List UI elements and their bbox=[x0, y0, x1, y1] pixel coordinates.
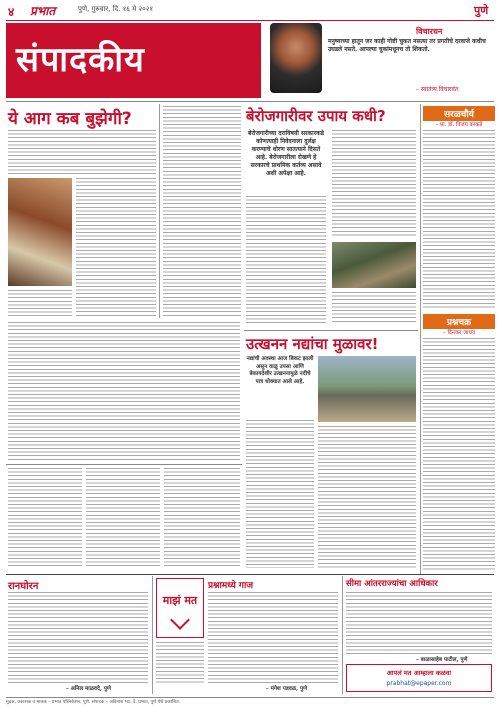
lead-body-top bbox=[8, 130, 156, 174]
letter1-sign: – अनिल माळवदे, पुणे bbox=[66, 686, 111, 692]
lower-left-body-a bbox=[8, 468, 82, 568]
unemployment-article bbox=[244, 104, 418, 328]
lower-left-block bbox=[6, 466, 242, 570]
contact-email[interactable]: prabhat@epaper.com bbox=[386, 680, 452, 687]
rivers-body-a bbox=[246, 420, 314, 568]
masthead bbox=[0, 0, 500, 112]
thinker-portrait bbox=[270, 23, 322, 93]
lead-body-left bbox=[76, 178, 156, 318]
footer-imprint: मुद्रक, प्रकाशक व मालक – प्रभात पब्लिकेशन, पुणे. संपादक – अविनाश भट. दै. प्रभात, पुणे येथे प्रकाशित. bbox=[6, 700, 181, 705]
thought-quote: मनुष्याच्या हातून जर काही गोष्टी चुकत नसत्या तर प्रगतीचे दरवाजे कधीच उघडले नसते. आपल्या चुकांमधूनच तो शिकतो. bbox=[328, 38, 486, 53]
lead-title: ये आग कब बुझेगी? bbox=[8, 109, 132, 129]
top-rule bbox=[6, 20, 494, 21]
lead-body-lower bbox=[8, 290, 72, 318]
rivers-photo bbox=[318, 356, 416, 422]
sidebar-top-body bbox=[423, 130, 495, 308]
section-title: संपादकीय bbox=[16, 40, 145, 80]
city-label: पुणे bbox=[474, 4, 489, 17]
letter2-sign: – मंगेश पडवळ, पुणे bbox=[266, 686, 308, 692]
issue-date: पुणे, गुरुवार, दि. १६ मे २०२१ bbox=[78, 5, 154, 13]
sidebar-mid-body bbox=[423, 338, 495, 570]
contact-line: आपलं मत आम्हाला कळवा bbox=[386, 669, 452, 677]
unemployment-body-a bbox=[246, 196, 326, 324]
unemployment-deck: बेरोजगारीच्या दराविषयी सरकारकडे कोणत्याही निवेदनाला दुर्लक्ष करण्याचे धोरण सातत्याने दिसते आहे. बेरोजगारीला रोखणे हे सरकारचे प्राथमिक कर्तव्य असावे अशी अपेक्षा आहे. bbox=[248, 130, 324, 177]
thought-name: विचारधन bbox=[416, 27, 443, 36]
letter3-body bbox=[346, 592, 492, 654]
letter3-title: सीमा आंतरराज्यांचा आधिकार bbox=[346, 579, 438, 589]
sidebar bbox=[423, 104, 495, 574]
thought-box bbox=[266, 23, 494, 98]
unemployment-body-b bbox=[332, 130, 416, 238]
letter2-title: प्रश्नामध्ये गाज bbox=[208, 581, 254, 591]
rivers-title: उत्खनन नद्यांचा मुळावर! bbox=[246, 335, 379, 353]
section-banner bbox=[6, 23, 261, 98]
lead-photo-fire bbox=[8, 178, 72, 286]
letter1-title: रानघोरन bbox=[8, 581, 39, 592]
letter1-body bbox=[8, 592, 148, 684]
contact-box bbox=[346, 664, 492, 692]
letters-badge bbox=[156, 578, 204, 638]
masthead-bottom-rule bbox=[6, 101, 494, 102]
page-number: ४ bbox=[8, 5, 15, 19]
pen-icon bbox=[170, 610, 190, 630]
lower-left-body-b bbox=[86, 468, 160, 568]
lower-left-body-c bbox=[164, 468, 240, 568]
unemployment-body-c bbox=[332, 292, 416, 324]
letters-col2-body-left bbox=[156, 642, 204, 684]
sidebar-mid-byline: – दिनकर जाधव bbox=[442, 330, 476, 336]
thought-author: – स्वातंत्र्य विचारवंत bbox=[416, 86, 459, 93]
paper-logo: प्रभात bbox=[30, 4, 56, 18]
letter3-sign: – बाळासाहेब पाटील, पुणे bbox=[416, 657, 468, 663]
unemployment-title: बेरोजगारीवर उपाय कधी? bbox=[246, 107, 386, 125]
lead-body-right bbox=[163, 106, 241, 318]
sidebar-top-label: सरळचौर्य bbox=[423, 106, 495, 121]
rivers-deck: नद्यांची अवस्था आज बिकट झाली असून वाळू उपसा आणि बेकायदेशीर उत्खननामुळे नदीचे पात्र धोक्यात आले आहे. bbox=[246, 356, 314, 385]
sidebar-top-byline: – प्रा. डॉ. विजय काकडे bbox=[435, 122, 483, 128]
letters-badge-title: माझं मत bbox=[162, 594, 198, 607]
rivers-body-b bbox=[318, 426, 416, 568]
unemployment-photo bbox=[332, 242, 416, 288]
letters-section bbox=[6, 576, 494, 696]
letter2-body bbox=[208, 592, 338, 684]
sidebar-mid-label: प्रश्नचक्र bbox=[423, 314, 495, 329]
